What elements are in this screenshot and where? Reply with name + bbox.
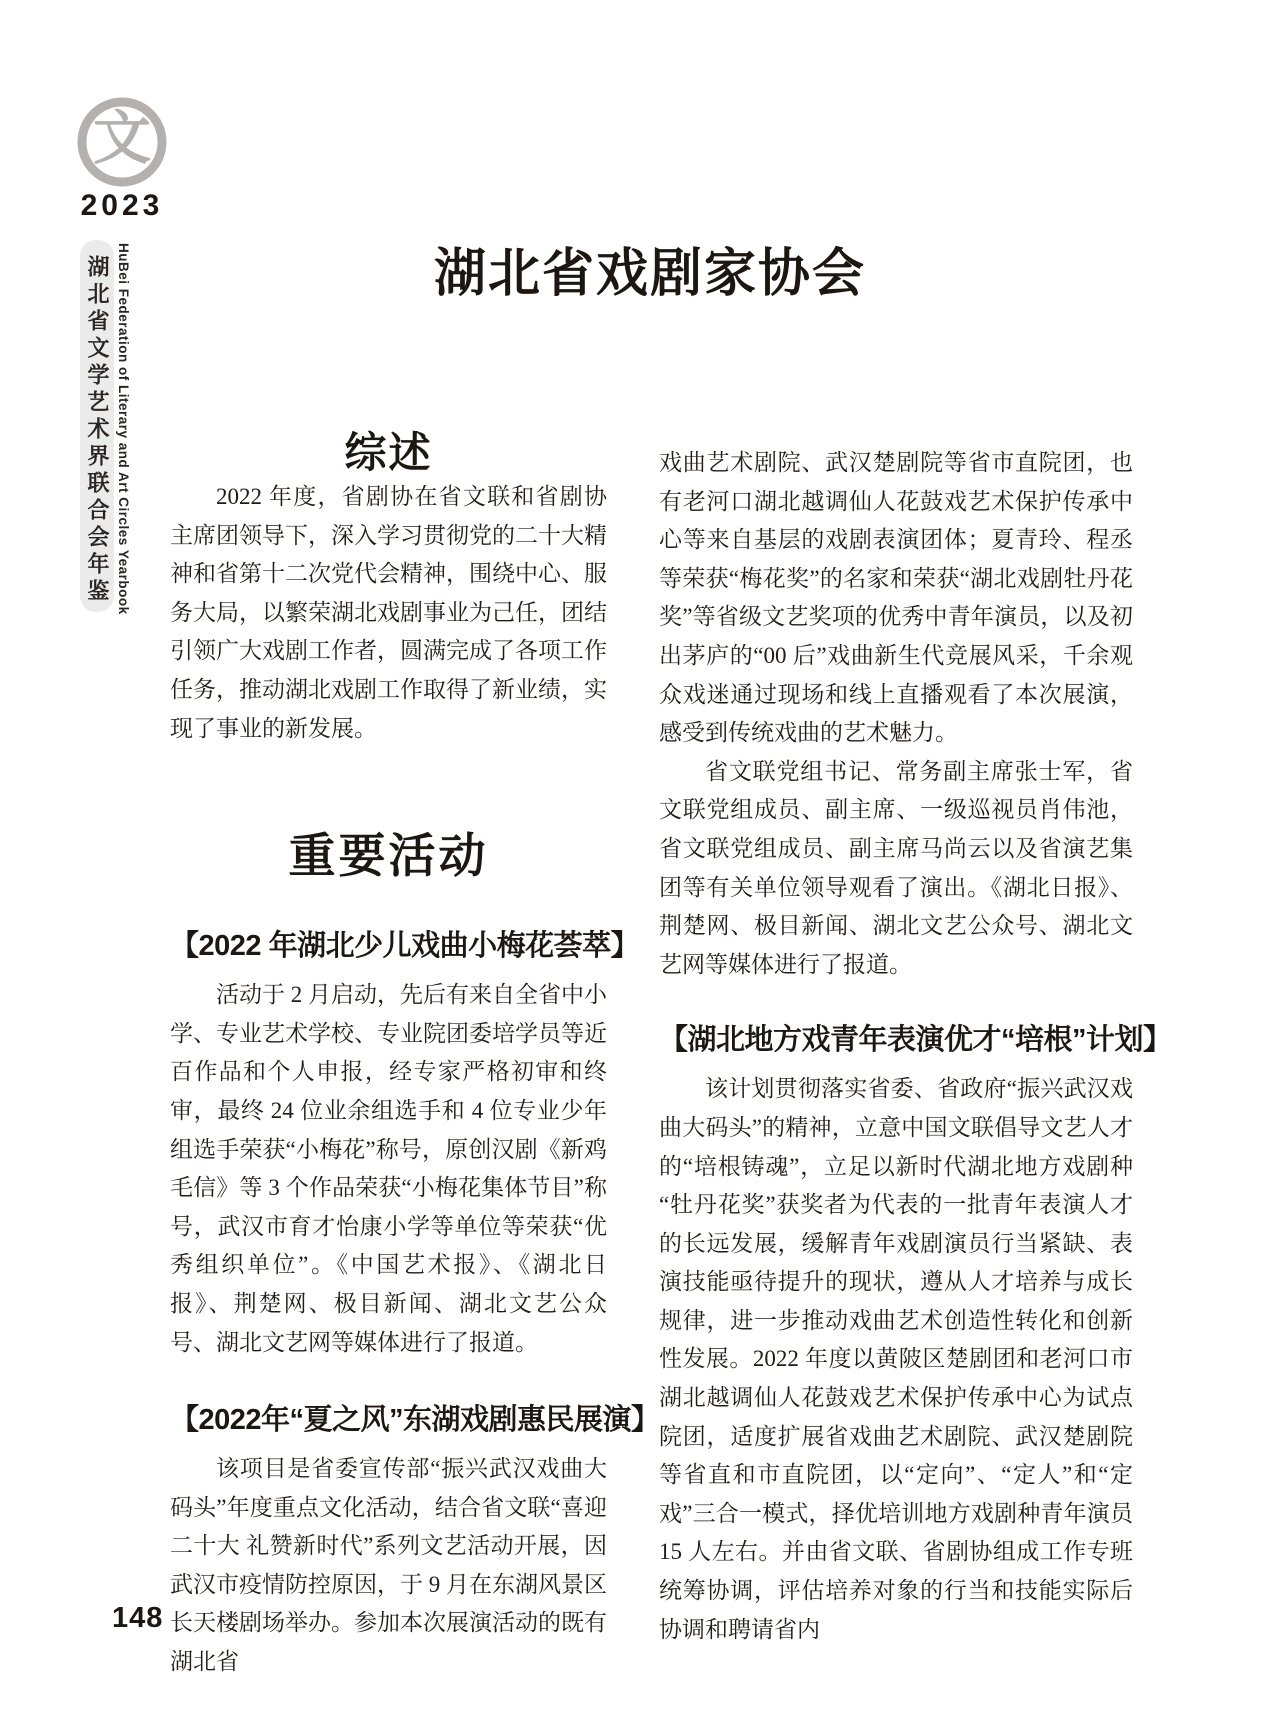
section-body-peigen: 该计划贯彻落实省委、省政府“振兴武汉戏曲大码头”的精神，立意中国文联倡导文艺人才的“培根铸魂”，立足以新时代湖北地方戏剧种“牡丹花奖”获奖者为代表的一批青年表演人才的长远发展，缓解青年戏剧演员行当紧缺、表演技能亟待提升的现状，遵从人才培养与成长规律，进一步推动戏曲艺术创造性转化和创新性发展。2022 年度以黄陂区楚剧团和老河口市湖北越调仙人花鼓戏艺术保护传承中心为试点院团，适度扩展省戏曲艺术剧院、武汉楚剧院等省直和市直院团，以“定向”、“定人”和“定戏”三合一模式，择优培训地方戏剧种青年演员 15 人左右。并由省文联、省剧协组成工作专班统筹协调，评估培养对象的行当和技能实际后协调和聘请省内 — [659, 1076, 1133, 1642]
svg-text:文: 文 — [92, 106, 152, 171]
page-title: 湖北省戏剧家协会 — [433, 245, 866, 303]
logo-year-label: 2023 — [80, 189, 164, 222]
sidebar-vertical-title-cn: 湖北省文学艺术界联合会年鉴 — [80, 240, 114, 612]
section-body-xiazhifeng-leaders: 省文联党组书记、常务副主席张士军，省文联党组成员、副主席、一级巡视员肖伟池，省文联党组成员、副主席马尚云以及省演艺集团等有关单位领导观看了演出。《湖北日报》、荆楚网、极目新闻、湖北文艺公众号、湖北文艺网等媒体进行了报道。 — [659, 758, 1133, 977]
section-title-xiazhifeng: 【2022年“夏之风”东湖戏剧惠民展演】 — [170, 1404, 660, 1437]
activities-heading: 重要活动 — [288, 829, 489, 883]
section-body-xiaomeihua: 活动于 2 月启动，先后有来自全省中小学、专业艺术学校、专业院团委培学员等近百作品和个人申报，经专家严格初审和终审，最终 24 位业余组选手和 4 位专业少年组选手荣获“小梅花”称号，原创汉剧《新鸡毛信》等 3 个作品荣获“小梅花集体节目”称号，武汉市育才怡康小学等单位等荣获“优秀组织单位”。《中国艺术报》、《湖北日报》、荆楚网、极目新闻、湖北文艺公众号、湖北文艺网等媒体进行了报道。 — [170, 982, 607, 1355]
right-column — [659, 408, 1172, 1649]
overview-heading: 综述 — [344, 429, 433, 476]
section-title-xiaomeihua: 【2022 年湖北少儿戏曲小梅花荟萃】 — [170, 930, 640, 963]
overview-paragraph: 2022 年度，省剧协在省文联和省剧协主席团领导下，深入学习贯彻党的二十大精神和省第十二次党代会精神，围绕中心、服务大局，以繁荣湖北戏剧事业为己任，团结引领广大戏剧工作者，圆满完成了各项工作任务，推动湖北戏剧工作取得了新业绩，实现了事业的新发展。 — [170, 484, 607, 741]
cflac-logo-icon — [74, 92, 170, 188]
section-title-peigen: 【湖北地方戏青年表演优才“培根”计划】 — [659, 1024, 1172, 1057]
section-body-xiazhifeng-continued: 戏曲艺术剧院、武汉楚剧院等省市直院团，也有老河口湖北越调仙人花鼓戏艺术保护传承中心等来自基层的戏剧表演团体；夏青玲、程丞等荣获“梅花奖”的名家和荣获“湖北戏剧牡丹花奖”等省级文艺奖项的优秀中青年演员，以及初出茅庐的“00 后”戏曲新生代竞展风采，千余观众戏迷通过现场和线上直播观看了本次展演，感受到传统戏曲的艺术魅力。 — [659, 450, 1133, 746]
section-body-xiazhifeng-left: 该项目是省委宣传部“振兴武汉戏曲大码头”年度重点文化活动，结合省文联“喜迎二十大 礼赞新时代”系列文艺活动开展，因武汉市疫情防控原因，于 9 月在东湖风景区长天楼剧场举办。参加本次展演活动的既有湖北省 — [170, 1456, 607, 1675]
sidebar-vertical-title-en: HuBei Federation of Literary and Art Circles Yearbook — [116, 243, 131, 615]
corner-branding — [70, 92, 174, 223]
left-column — [170, 428, 660, 1682]
page-number: 148 — [112, 1602, 164, 1634]
